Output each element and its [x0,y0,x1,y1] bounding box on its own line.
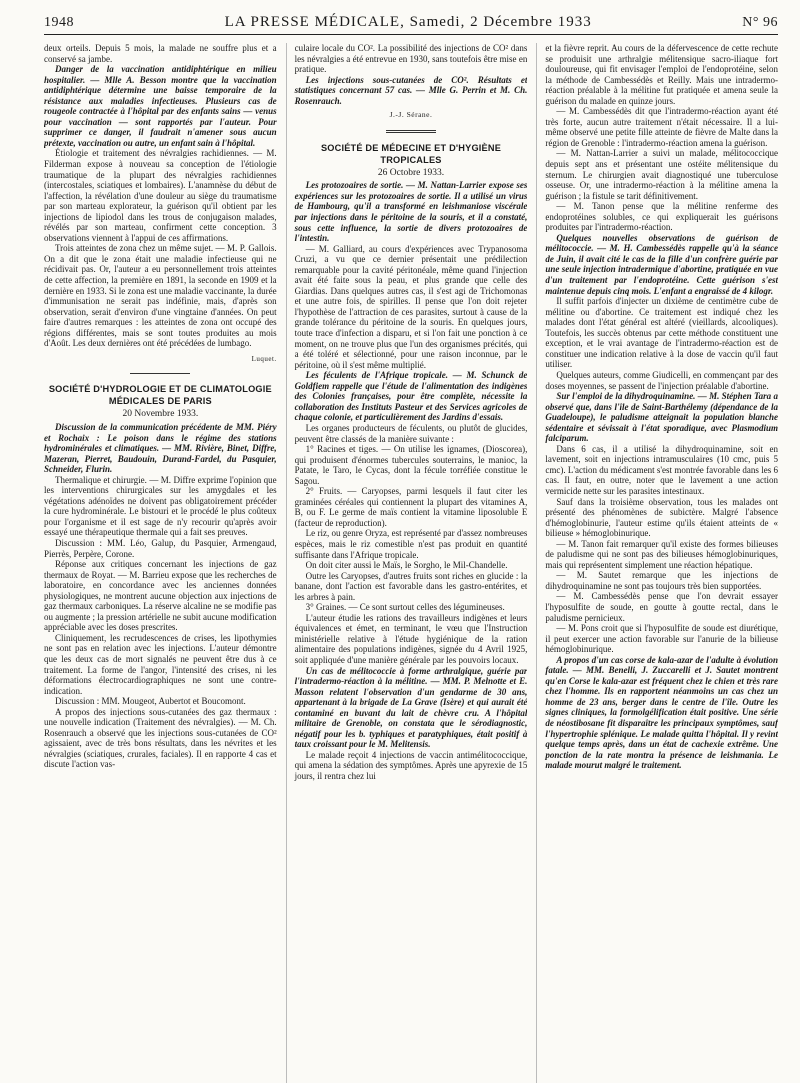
page-header [44,14,778,35]
paragraph: Sauf dans la troisième observation, tous les malades ont présenté des phénomènes de subictère. Malgré l'absence d'hémoglobinurie, l'auteur estime qu'ils étaient atteints de « bilieuse » hémoglobinurique. [545,496,779,539]
paragraph: Étiologie et traitement des névralgies rachidiennes. — M. Filderman expose à nouveau sa conception de l'étiologie traumatique de la plupart des névralgies rachidiennes (intercostales, sciatiques et lombaires). L'anamnèse du début de l'affection, la révélation d'une douleur au siège du traumatisme par son marteau explorateur, la guérison qu'il obtient par les injections de lipiodol dans les trous de conjugaison malades, révélés par son marteau, confirment cette conception. 3 observations viennent à l'appui de ces affirmations. [44,148,277,243]
page-number: 1948 [44,15,74,30]
paragraph: 3° Graines. — Ce sont surtout celles des légumineuses. [305,602,505,613]
paragraph: culaire locale du CO². La possibilité des injections de CO² dans les névralgies a été entrevue en 1930, sans toutefois être mise en pratique. [294,43,528,75]
paragraph: Danger de la vaccination antidiphtérique en milieu hospitalier. — Mlle A. Besson montre que la vaccination antidiphtérique détermine une baisse temporaire de la résistance aux maladies infectieuses. Plusieurs cas de rougeole contractée à l'hôpital par des enfants sains — venus pour vaccination — sont rapportés par l'auteur. Pour supprimer ce danger, il faudrait n'amener sous aucun prétexte, vaccination ou autre, un enfant sain à l'hôpital. [44,64,277,148]
paragraph: L'auteur étudie les rations des travailleurs indigènes et leurs équivalences et émet, en terminant, le vœu que l'Instruction ministérielle relative à l'étude hygiénique de la ration alimentaire des populations indigènes, signée du 4 Avril 1925, soit appliquée d'une manière générale par les pouvoirs locaux. [294,612,528,665]
paragraph: Un cas de mélitococcie à forme arthralgique, guérie par l'intradermo-réaction à la mélitine. — MM. P. Melnotte et E. Masson relatent l'observation d'un gendarme de 30 ans, appartenant à la brigade de La Grave (Isère) et qui aurait été contaminé en buvant du lait de chèvre cru. A l'hôpital militaire de Grenoble, on constata que le sérodiagnostic, négatif pour les b. typhiques et paratyphiques, était positif à taux croissant pour le M. Melitensis. [294,665,528,750]
paragraph: Les féculents de l'Afrique tropicale. — M. Schunck de Goldfiem rappelle que l'étude de l'alimentation des indigènes des Colonies françaises, pour être complète, nécessite la collaboration des Instituts Pasteur et des Services agricoles de chaque colonie, et particulièrement des Jardins d'essais. [294,370,528,423]
paragraph: Sur l'emploi de la dihydroquinamine. — M. Stéphen Tara a observé que, dans l'île de Saint-Barthélemy (dépendance de la Guadeloupe), le paludisme atteignait la population blanche sédentaire et sévissait à l'état sporadique, avec Plasmodium falciparum. [545,391,779,444]
author-signature: J.-J. Sérane. [389,110,433,120]
paragraph: — M. Sautet remarque que les injections de dihydroquinamine ne sont pas toujours très bien supportées. [545,570,779,591]
paragraph: et la fièvre reprit. Au cours de la défervescence de cette rechute se produisit une arthralgie mélitensique sacro-iliaque fort douloureuse, qui fit envisager l'emploi de l'endoprotéine, selon la méthode de Cambessédès et Reilly. Mais une intradermo-réaction préalable à la mélitine fut pratiquée et amena seule la guérison du malade en quinze jours. [545,43,779,106]
article-columns [44,43,778,1083]
section-title: SOCIÉTÉ DE MÉDECINE ET D'HYGIÈNE TROPICALES [320,142,502,165]
paragraph: Discussion : MM. Mougeot, Aubertot et Boucomont. [55,696,246,707]
paragraph: A propos des injections sous-cutanées des gaz thermaux : une nouvelle indication (Traitement des névralgies). — M. Ch. Rosenrauch a observé que les injections sous-cutanées de CO² agissaient, avec de très bons résultats, dans les névrites et les névralgies (sciatiques, crurales, faciales). Il en rapporte 4 cas et discute l'action vas- [44,706,277,770]
paragraph: 2° Fruits. — Caryopses, parmi lesquels il faut citer les graminées céréales qui contiennent la plupart des vitamines A, B, ou F. Le germe de maïs contient la vitamine liposoluble E (facteur de reproduction). [294,486,528,528]
paragraph: — M. Pons croit que si l'hyposulfite de soude est diurétique, il peut exercer une action favorable sur l'anurie de la bilieuse hémoglobinurique. [545,623,779,655]
paragraph: — M. Tanon fait remarquer qu'il existe des formes bilieuses de paludisme qui ne sont pas des bilieuses hémoglobinuriques, mais qui représentent simplement une réaction hépatique. [545,538,779,570]
column-right [536,43,778,1083]
paragraph: Trois atteintes de zona chez un même sujet. — M. P. Gallois. On a dit que le zona était une maladie infectieuse qui ne récidivait pas. Or, l'auteur a eu personnellement trois atteintes de cette affection, la première en 1891, la seconde en 1909 et la dernière en 1933. Si le zona est une maladie vaccinante, la durée d'immunisation ne serait pas indéfinie, mais, d'après son observation, serait d'environ d'une vingtaine d'années. On peut faire d'autres remarques : les atteintes de zona ont occupé des régions différentes, mais se sont toutes produites au mois d'Août. Les deux dernières ont été précédées de lumbago. [44,243,277,349]
paragraph: Quelques nouvelles observations de guérison de mélitococcie. — M. H. Cambessédès rappelle qu'à la séance de Juin, il avait cité le cas de la fille d'un confrère guérie par une seule injection intradermique d'abortine, pratiquée en vue d'un traitement par l'endoprotéine. Cette guérison s'est maintenue depuis cinq mois. L'enfant a engraissé de 4 kilogr. [545,232,779,296]
paragraph: deux orteils. Depuis 5 mois, la malade ne souffre plus et a conservé sa jambe. [44,43,277,64]
paragraph: Le malade reçoit 4 injections de vaccin antimélitococcique, qui amena la sédation des symptômes. Après une apyrexie de 15 jours, il rentra chez lui [294,749,528,781]
issue-number: N° 96 [742,15,778,30]
paragraph: — M. Galliard, au cours d'expériences avec Trypanosoma Cruzi, a vu que ce dernier présentait une prédilection remarquable pour la cavité péritonéale, même quand l'injection avait été faite sous la peau, et plus grande que celle des Giardias. Dans quelques autres cas, il s'est agi de Trichomonas et une autre fois, de spirilles. Il pense que l'on doit rejeter l'hypothèse de l'attraction de ces parasites, surtout à cause de la grande tolérance du péritoine de la souris. En quelques jours, toute trace d'infection a disparu, et si l'on fait une ponction à ce moment, on ne trouve plus que l'un des organismes précités, qui a été toléré et sélectionné, pour une raison inconnue, par le péritoine, où il s'est même multiplié. [294,243,528,370]
paragraph: Réponse aux critiques concernant les injections de gaz thermaux de Royat. — M. Barrieu expose que les recherches de laboratoire, en concordance avec les anciennes données physiologiques, ne montrent aucune objection aux injections de gaz thermaux carboniques. La réserve alcaline ne se modifie pas ou augmente ; la pression artérielle ne subit aucune modification appréciable avec les doses prescrites. [44,559,277,633]
paragraph: On doit citer aussi le Maïs, le Sorgho, le Mil-Chandelle. [305,560,508,571]
paragraph: Les injections sous-cutanées de CO². Résultats et statistiques concernant 57 cas. — Mlle G. Perrin et M. Ch. Rosenrauch. [294,74,528,106]
paragraph: Discussion de la communication précédente de MM. Piéry et Rochaix : Le poison dans le régime des stations hydrominérales et climatiques. — MM. Rivière, Binet, Diffre, Mazeran, Pierret, Baudouin, Durand-Fardel, du Pasquier, Schneider, Flurin. [44,421,277,475]
paragraph: Outre les Caryopses, d'autres fruits sont riches en glucide : la banane, dont l'action est favorable dans les gastro-entérites, et les arbres à pain. [294,570,528,602]
paragraph: Discussion : MM. Léo, Galup, du Pasquier, Armengaud, Pierrès, Perpère, Corone. [44,537,277,559]
paragraph: Quelques auteurs, comme Giudicelli, en commençant par des doses moyennes, se passent de l'injection préalable d'abortine. [545,369,779,391]
column-left [44,43,277,1083]
paragraph: Cliniquement, les recrudescences de crises, les lipothymies ne sont pas en relation avec les injections. L'auteur démontre que les deux cas de mort signalés ne peuvent être dus à ce traitement. La forme de l'angor, l'intensité des crises, ni les déformations électrocardiographiques ne sont une contre-indication. [44,632,277,696]
separator-rule [386,130,436,133]
paragraph: Les protozoaires de sortie. — M. Nattan-Larrier expose ses expériences sur les protozoaires de sortie. Il a utilisé un virus de Hambourg, qu'il a transformé en leishmaniose viscérale par injections dans le péritoine de la souris, et il a constaté, sous cette influence, la sortie de divers protozoaires de l'intestin. [294,180,528,244]
section-title: SOCIÉTÉ D'HYDROLOGIE ET DE CLIMATOLOGIE MÉDICALES DE PARIS [48,384,272,407]
section-date: 26 Octobre 1933. [377,167,445,178]
separator-rule [130,373,190,374]
paragraph: Il suffit parfois d'injecter un dixième de centimètre cube de mélitine ou d'abortine. Ce traitement est indiqué chez les malades dont l'état général est altéré (vieillards, alcooliques). Toutefois, les succès obtenus par cette méthode constituent une exception, et le vrai avantage de l'intradermo-réaction est de constituer une indication relative à la dose de vaccin qu'il faut utiliser. [545,296,779,370]
paragraph: — M. Cambessédès dit que l'intradermo-réaction ayant été très forte, aucun autre traitement n'était nécessaire. Il a lui-même observé une petite fille atteinte de fièvre de Malte dans la région de Grenoble : l'intradermo-réaction amena la guérison. [545,106,779,148]
paragraph: Dans 6 cas, il a utilisé la dihydroquinamine, soit en lavement, soit en injections intramusculaires (10 cmc, puis 5 cmc). L'action du médicament s'est montrée favorable dans les 6 cas. Il faut, en outre, noter que le lavement a une action vermicide nette sur les parasites intestinaux. [545,443,779,496]
paragraph: 1° Racines et tiges. — On utilise les ignames, (Dioscorea), qui produisent d'énormes tubercules souterrains, le manioc, la Patate, le Taro, le Cycas, dont la fécule torréfiée constitue le Sagou. [294,444,528,486]
paragraph: Le riz, ou genre Oryza, est représenté par d'assez nombreuses espèces, mais le riz comestible n'est pas produit en quantité suffisante dans l'Afrique tropicale. [294,528,528,560]
paragraph: — M. Cambessédès pense que l'on devrait essayer l'hyposulfite de soude, en goutte à goutte rectal, dans le paludisme pernicieux. [545,591,779,623]
journal-title: LA PRESSE MÉDICALE, Samedi, 2 Décembre 1933 [224,14,592,30]
paragraph: Les organes producteurs de féculents, ou plutôt de glucides, peuvent être classés de la manière suivante : [294,422,528,444]
paragraph: — M. Tanon pense que la mélitine renferme des endoprotéines solubles, ce qui expliquerait les guérisons produites par l'intradermo-réaction. [545,201,779,233]
paragraph: A propos d'un cas corse de kala-azar de l'adulte à évolution fatale. — MM. Benelli, J. Zuccarelli et J. Sautet montrent qu'en Corse le kala-azar est fréquent chez le chien et très rare chez l'homme. Ils en rapportent néanmoins un cas chez un homme de 23 ans, berger dans le centre de l'île. Outre les signes cliniques, la formolgélification était positive. Une série de néostibosane fit disparaître les principaux symptômes, sauf l'hypertrophie splénique. Le malade quitta l'hôpital. Il y revint quelque temps après, dans un état de cachexie extrême. Une ponction de la rate montra la présence de leishmania. Le malade mourut malgré le traitement. [545,654,779,771]
author-signature: Luquet. [251,354,277,363]
section-date: 20 Novembre 1933. [122,409,199,420]
paragraph: Thermalique et chirurgie. — M. Diffre exprime l'opinion que les interventions chirurgicales sur les amygdales et les végétations adénoïdes ne doivent pas obligatoirement précéder la cure hydrominérale. Le bistouri et le procédé le plus coûteux pour l'organisme et il est sage de n'y recourir qu'après avoir essayé une thérapeutique thermale qui a fait ses preuves. [44,474,277,538]
paragraph: — M. Nattan-Larrier a suivi un malade, mélitococcique depuis sept ans et présentant une ostéite mélitensique du sternum. Le chirurgien avait diagnostiqué une tuberculose osseuse. Or, une intradermo-réaction à la mélitine amena la guérison ; la fistule se tarit définitivement. [545,148,779,201]
column-middle [286,43,528,1083]
